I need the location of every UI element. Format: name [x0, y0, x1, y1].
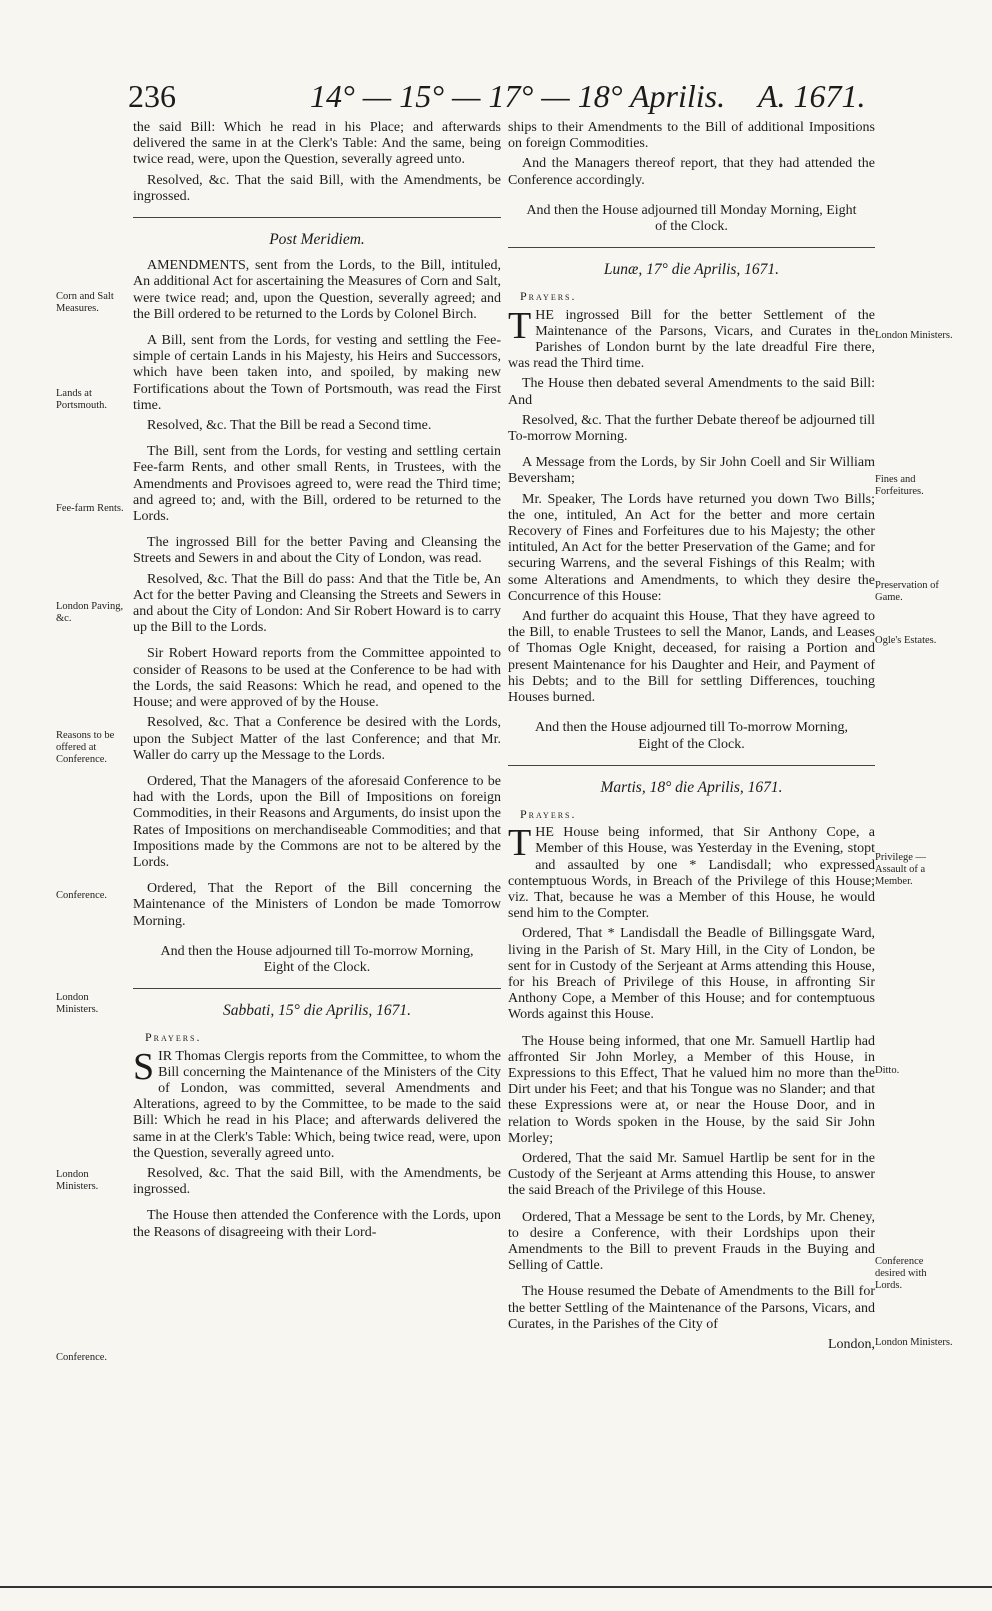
margin-note-ministers-2: London Ministers.: [56, 1169, 99, 1192]
section-title: Lunæ, 17° die Aprilis, 1671.: [603, 261, 780, 279]
paragraph: The House resumed the Debate of Amendments to the Bill for the better Settling of the Maintenance of the Parsons, Vicars, and Curates, in the Parishes of the City of: [508, 1284, 875, 1332]
paragraph: Sir Robert Howard reports from the Committee appointed to consider of Reasons to be used at the Conference to be had with the Lords, the said Reasons: Which he read, and opened to the House; and were approved of by the House.: [133, 646, 501, 711]
prayers-label: Prayers.: [145, 1030, 202, 1045]
paragraph: A Message from the Lords, by Sir John Coell and Sir William Beversham;: [508, 455, 875, 487]
paragraph-text: HE House being informed, that Sir Anthony Cope, a Member of this House, was Yesterday in the Evening, stopt and assaulted by one * Landisdall; who expressed contemptuous Words, in Breach of the Privilege of this House; viz. That, because he was a Member of this House, he would send him to the Compter.: [508, 825, 875, 922]
right-column: [508, 120, 875, 1353]
margin-note-r-ogle: Ogle's Estates.: [875, 635, 937, 646]
paragraph: The House being informed, that one Mr. Samuell Hartlip had affronted Sir John Morley, a Member of this House, in Expressions to this Effect, That he valued him no more than the Dirt under his Feet; and that his Tongue was no Slander; and that these Expressions were at, or near the House Door, and in relation to Words spoken in the House, by the said Sir John Morley;: [508, 1033, 875, 1146]
paragraph: A Bill, sent from the Lords, for vesting and settling the Fee-simple of certain Lands in his Majesty, his Heirs and Successors, which have been taken into, and spoiled, by making new Fortifications about the Town of Portsmouth, was read the First time.: [133, 333, 501, 413]
section-title: Sabbati, 15° die Aprilis, 1671.: [222, 1002, 412, 1020]
margin-note-ministers: London Ministers.: [56, 992, 99, 1015]
drop-cap: T: [508, 304, 532, 347]
paragraph: The ingrossed Bill for the better Paving and Cleansing the Streets and Sewers in and about the City of London, was read.: [133, 535, 501, 567]
margin-note-r-game: Preservation of Game.: [875, 580, 939, 603]
margin-note-r-ministers: London Ministers.: [875, 330, 953, 341]
margin-note-fee: Fee-farm Rents.: [56, 503, 124, 514]
section-title: Martis, 18° die Aprilis, 1671.: [600, 778, 783, 796]
drop-cap: S: [133, 1045, 155, 1088]
left-column: [133, 120, 501, 1245]
bottom-border: [0, 1586, 992, 1588]
paragraph: Ordered, That * Landisdall the Beadle of Billingsgate Ward, living in the Parish of St. Mary Hill, in the City of London, be sent for in Custody of the Serjeant at Arms attending this House, for his Breach of Privilege of this House, in affronting Sir Anthony Cope, a Member of this House; and for contemptuous Words against this House.: [508, 926, 875, 1023]
paragraph: Ordered, That the Report of the Bill concerning the Maintenance of the Ministers of London be made Tomorrow Morning.: [133, 881, 501, 929]
paragraph: the said Bill: Which he read in his Place; and afterwards delivered the same in at the Clerk's Table: And the same, being twice read, were, upon the Question, severally agreed unto.: [133, 120, 501, 168]
margin-note-r-privilege: Privilege — Assault of a Member.: [875, 852, 927, 887]
section-divider: [508, 247, 875, 248]
margin-note-paving: London Paving, &c.: [56, 601, 124, 624]
paragraph: And further do acquaint this House, That they have agreed to the Bill, to enable Trustees to sell the Manor, Lands, and Leases of Thomas Ogle Knight, deceased, for raising a Portion and present Maintenance for his Daughter and Heir, and Payment of his Debts; and to the Bill for settling Differences, touching Houses burned.: [508, 609, 875, 706]
page-header: [118, 78, 878, 122]
margin-note-r-ditto: Ditto.: [875, 1065, 900, 1076]
margin-note-reasons: Reasons to be offered at Conference.: [56, 730, 115, 765]
section-divider: [508, 765, 875, 766]
prayers-label: Prayers.: [520, 289, 577, 304]
paragraph: Resolved, &c. That a Conference be desired with the Lords, upon the Subject Matter of the last Conference; and that Mr. Waller do carry up the Message to the Lords.: [133, 715, 501, 763]
paragraph: The House then debated several Amendments to the said Bill: And: [508, 376, 875, 408]
margin-note-r-fines: Fines and Forfeitures.: [875, 474, 924, 497]
paragraph: Resolved, &c. That the Bill be read a Second time.: [147, 418, 432, 434]
paragraph: [508, 822, 875, 922]
paragraph: Ordered, That the said Mr. Samuel Hartlip be sent for in the Custody of the Serjeant at Arms attending this House, to answer the said Breach of the Privilege of this House.: [508, 1150, 875, 1199]
margin-note-conference: Conference.: [56, 890, 108, 901]
header-year: A. 1671.: [758, 78, 866, 114]
margin-note-r-ministers-2: London Ministers.: [875, 1337, 953, 1348]
prayers-label: Prayers.: [520, 806, 577, 821]
margin-note-lands: Lands at Portsmouth.: [56, 388, 108, 411]
section-divider: [133, 988, 501, 989]
paragraph: The Bill, sent from the Lords, for vesting and settling certain Fee-farm Rents, and other small Rents, in Trustees, with the Amendments and Provisoes agreed to, were read the Third time; and agreed to; and, with the Bill, ordered to be returned to the Lords.: [133, 444, 501, 525]
section-title: Post Meridiem.: [269, 231, 365, 249]
margin-note-r-conference: Conference desired with Lords.: [875, 1256, 927, 1291]
catchword: London,: [827, 1337, 875, 1352]
paragraph: Resolved, &c. That the said Bill, with the Amendments, be ingrossed.: [133, 1165, 501, 1198]
header-dates: 14° — 15° — 17° — 18° Aprilis.: [310, 78, 726, 114]
margin-note-corn: Corn and Salt Measures.: [56, 291, 114, 314]
paragraph: And the Managers thereof report, that they had attended the Conference accordingly.: [508, 156, 875, 188]
paragraph: Resolved, &c. That the said Bill, with the Amendments, be ingrossed.: [133, 172, 501, 204]
section-divider: [133, 217, 501, 218]
paragraph: ships to their Amendments to the Bill of additional Impositions on foreign Commodities.: [508, 120, 875, 152]
paragraph: Resolved, &c. That the Bill do pass: And that the Title be, An Act for the better Paving and Cleansing the Streets and Sewers in and about the City of London: And Sir Robert Howard is to carry up the Bill to the Lords.: [133, 571, 501, 636]
adjournment: And then the House adjourned till To-morrow Morning, Eight of the Clock.: [535, 720, 848, 752]
adjournment: And then the House adjourned till Monday Morning, Eight of the Clock.: [526, 202, 857, 235]
paragraph: [508, 304, 875, 373]
adjournment: And then the House adjourned till To-morrow Morning, Eight of the Clock.: [160, 943, 474, 975]
paragraph: Ordered, That a Message be sent to the Lords, by Mr. Cheney, to desire a Conference, with their Lordships upon their Amendments to the Bill to prevent Frauds in the Buying and Selling of Cattle.: [508, 1209, 875, 1274]
paragraph: Resolved, &c. That the further Debate thereof be adjourned till To-morrow Morning.: [508, 412, 875, 445]
margin-note-conference-2: Conference.: [56, 1352, 108, 1363]
paragraph: [133, 1045, 501, 1162]
page-number: 236: [128, 78, 176, 114]
paragraph-text: IR Thomas Clergis reports from the Committee, to whom the Bill concerning the Maintenance of the Ministers of the City of London, was committed, several Amendments and Alterations, agreed to by the Committee, to be made to the said Bill: Which he read in his Place; and afterwards delivered the same in at the Clerk's Table: Which, being twice read, were, upon the Question, severally agreed unto.: [133, 1048, 501, 1161]
drop-cap: T: [508, 822, 532, 865]
paragraph: The House then attended the Conference with the Lords, upon the Reasons of disagreeing with their Lord-: [133, 1208, 501, 1240]
paragraph-text: HE ingrossed Bill for the better Settlement of the Maintenance of the Parsons, Vicars, and Curates in the Parishes of London burnt by the late dreadful Fire there, was read the Third time.: [508, 307, 875, 372]
paragraph: Ordered, That the Managers of the aforesaid Conference to be had with the Lords, upon the Bill of Impositions on foreign Commodities, in their Reasons and Arguments, do insist upon the Rates of Impositions on merchandiseable Commodities; and that Impositions made by the Commons are not to be altered by the Lords.: [133, 773, 501, 870]
paragraph: Mr. Speaker, The Lords have returned you down Two Bills; the one, intituled, An Act for the better and more certain Recovery of Fines and Forfeitures due to his Majesty; the other intituled, An Act for the better Preservation of the Game; and for securing Warrens, and the several Fishings of this Realm; with some Alterations and Amendments, to which they desire the Concurrence of this House:: [508, 491, 875, 604]
paragraph: AMENDMENTS, sent from the Lords, to the Bill, intituled, An additional Act for ascertaining the Measures of Corn and Salt, were twice read; and, upon the Question, severally agreed; and the Bill ordered to be returned to the Lords by Colonel Birch.: [133, 258, 501, 322]
